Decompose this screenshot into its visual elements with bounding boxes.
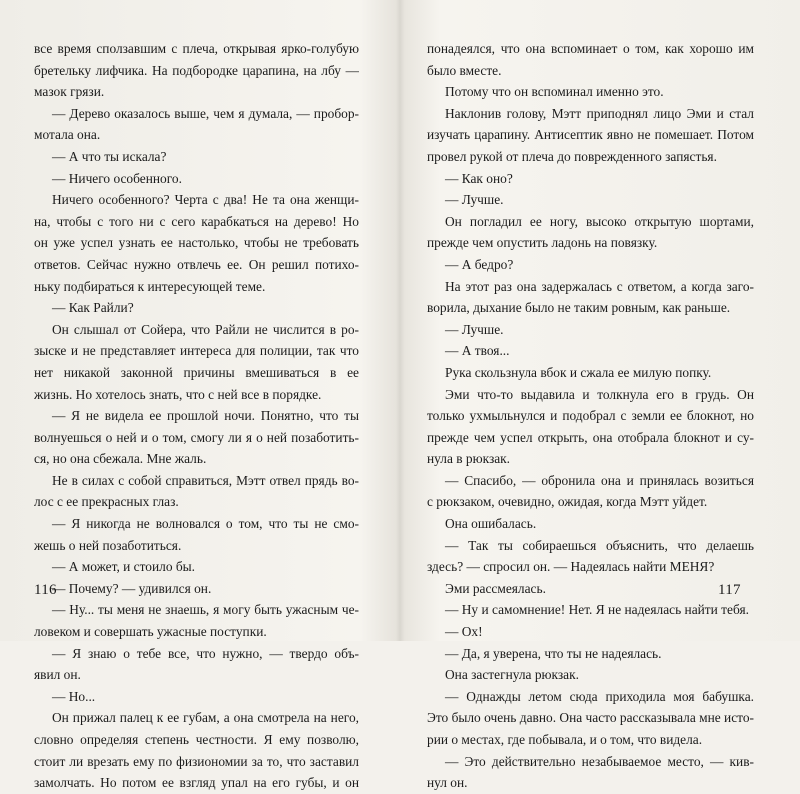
text-line: мазок грязи.	[34, 84, 105, 100]
text-line: зыске и не представляет интереса для полиции, так что	[34, 343, 359, 359]
text-line: Он погладил ее ногу, высоко открытую шортами,	[445, 213, 754, 229]
text-line: ся, но она сбежала. Мне жаль.	[34, 451, 207, 467]
text-line: — Как оно?	[445, 170, 513, 186]
text-line: Она застегнула рюкзак.	[445, 667, 579, 683]
text-line: Это было очень давно. Она часто рассказывала мне исто-	[427, 710, 754, 726]
text-line: понадеялся, что она вспоминает о том, как хорошо им	[427, 41, 754, 56]
text-line: На этот раз она задержалась с ответом, а когда заго-	[445, 278, 754, 294]
text-line: — Так ты собираешься объяснить, что делаешь	[445, 537, 754, 553]
text-line: мотала она.	[34, 127, 101, 143]
text-line: — Но...	[52, 688, 96, 704]
text-line: — Лучше.	[445, 321, 504, 337]
text-line: на, чтобы с того ни с сего карабкаться на дерево! Но	[34, 213, 359, 229]
text-line: — Я не видела ее прошлой ночи. Понятно, что ты	[52, 408, 359, 424]
right-page-number: 117	[718, 582, 741, 598]
text-line: — А бедро?	[445, 256, 514, 272]
text-line: стоит ли врезать ему по физиономии за то, что заставил	[34, 753, 359, 769]
text-line: ворила, дыхание было не таким ровным, как раньше.	[427, 300, 731, 316]
text-line: волнуешься о ней и о том, смогу ли я о ней позаботить-	[34, 429, 359, 445]
text-line: с рюкзаком, очевидно, ожидая, когда Мэтт уйдет.	[427, 494, 708, 510]
text-line: жешь о ней позаботиться.	[34, 537, 182, 553]
text-line: — Почему? — удивился он.	[52, 580, 212, 596]
text-line: — А что ты искала?	[52, 148, 167, 164]
text-line: — Ох!	[445, 624, 483, 640]
text-line: было вместе.	[427, 62, 502, 78]
text-line: прежде чем успел открыть, она отобрала блокнот и су-	[427, 429, 754, 445]
text-line: провел рукой от плеча до поврежденного запястья.	[427, 148, 717, 164]
text-line: он уже успел узнать ее настолько, чтобы не требовать	[34, 235, 359, 251]
text-line: — Дерево оказалось выше, чем я думала, — пробор-	[52, 105, 359, 121]
text-line: прежде чем опустить ладонь на повязку.	[427, 235, 658, 251]
text-line: Наклонив голову, Мэтт приподнял лицо Эми и стал	[445, 105, 754, 121]
text-line: — А может, и стоило бы.	[52, 559, 196, 575]
text-line: явил он.	[34, 667, 81, 683]
text-line: Не в силах с собой справиться, Мэтт отвел прядь во-	[52, 472, 359, 488]
text-line: изучать царапину. Антисептик явно не помешает. Потом	[427, 127, 754, 143]
text-line: — Спасибо, — обронила она и принялась возиться	[445, 472, 754, 488]
left-page-number: 116	[34, 582, 57, 598]
text-line: Она ошибалась.	[445, 516, 537, 532]
text-line: рии о местах, где побывала, и о том, что видела.	[427, 732, 703, 747]
text-line: все время сползавшим с плеча, открывая ярко-голубую	[34, 41, 359, 56]
left-page	[34, 38, 359, 794]
text-line: — Это действительно незабываемое место, — кив-	[445, 753, 754, 769]
text-line: Рука скользнула вбок и сжала ее милую попку.	[445, 364, 712, 380]
text-line: — Лучше.	[445, 192, 504, 208]
text-line: — Ничего особенного.	[52, 170, 182, 186]
text-line: — Да, я уверена, что ты не надеялась.	[445, 645, 662, 661]
text-line: Он слышал от Сойера, что Райли не числится в ро-	[52, 321, 359, 337]
text-line: Эми что-то выдавила и толкнула его в грудь. Он	[445, 386, 754, 402]
text-line: — Я никогда не волновался о том, что ты не смо-	[52, 516, 359, 532]
text-line: — Ну и самомнение! Нет. Я не надеялась найти тебя.	[445, 602, 749, 618]
text-line: нул он.	[427, 775, 468, 791]
text-line: ньку подбираться к интересующей теме.	[34, 278, 266, 294]
text-line: только ухмыльнулся и подобрал с земли ее блокнот, но	[427, 408, 754, 424]
text-line: замолчать. Но потом ее взгляд упал на его губы, и он	[34, 775, 359, 791]
text-line: словно определяя степень честности. Я ему позволю,	[34, 732, 359, 747]
text-line: Он прижал палец к ее губам, а она смотрела на него,	[52, 710, 359, 726]
text-line: нет никакой законной причины вмешиваться в ее	[34, 364, 359, 380]
text-line: ответов. Сейчас нужно отвлечь ее. Он решил потихо-	[34, 256, 359, 272]
text-line: — Однажды летом сюда приходила моя бабушка.	[445, 688, 754, 704]
text-line: лос с ее прекрасных глаз.	[34, 494, 179, 510]
text-line: бретельку лифчика. На подбородке царапина, на лбу —	[34, 62, 359, 78]
text-line: — Я знаю о тебе все, что нужно, — твердо объ-	[52, 645, 359, 661]
text-line: — А твоя...	[445, 343, 510, 359]
text-line: — Как Райли?	[52, 300, 134, 316]
right-page	[427, 38, 754, 794]
text-line: жизнь. Но хотелось знать, что с ней все в порядке.	[34, 386, 322, 402]
text-line: Потому что он вспоминал именно это.	[445, 84, 664, 100]
text-line: здесь? — спросил он. — Надеялась найти МЕНЯ?	[427, 559, 715, 575]
text-line: Ничего особенного? Черта с два! Не та она женщи-	[52, 192, 359, 208]
text-line: нула в рюкзак.	[427, 451, 511, 467]
text-line: — Ну... ты меня не знаешь, я могу быть ужасным че-	[52, 602, 359, 618]
text-line: ловеком и совершать ужасные поступки.	[34, 624, 267, 640]
text-line: Эми рассмеялась.	[445, 580, 546, 596]
